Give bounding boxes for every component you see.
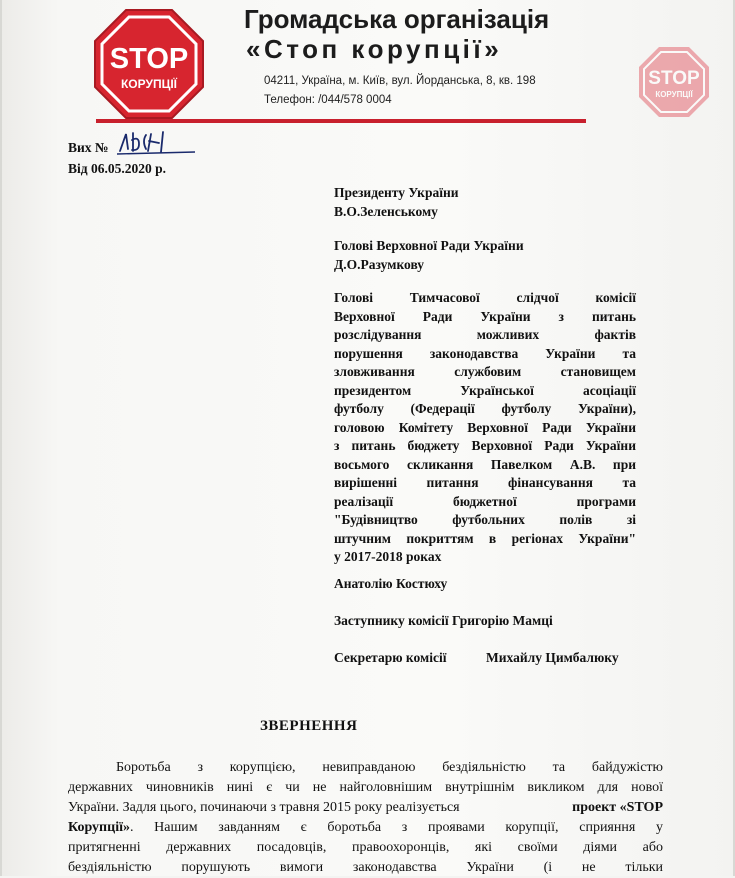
appeal-line: бездіяльністю порушують вимоги законодавства України (і не тільки [68,860,663,875]
logo-corruption-text: КОРУПЦІЇ [120,77,178,91]
org-phone: Телефон: /044/578 0004 [264,94,392,106]
stop-corruption-watermark-logo [637,45,711,119]
addressee-commission [334,289,636,567]
appeal-title: ЗВЕРНЕННЯ [260,718,358,734]
header-divider [96,119,586,123]
appeal-body [68,758,663,878]
commission-line: з питань бюджету Верховної Ради України [334,438,636,453]
watermark-stop-text: STOP [648,68,700,89]
page-edge-left [0,0,2,876]
commission-line: порушення законодавства України та [334,345,636,361]
logo-stop-text: STOP [109,43,189,75]
addressee-deputy: Заступнику комісії Григорію Мамці [334,613,553,628]
commission-line: вирішенні питання фінансування та [334,475,636,490]
appeal-line-text: . Нашим завданням є боротьба з проявами корупції, сприяння у [129,820,663,835]
commission-line: зловживання службовим становищем [334,364,636,379]
addressee-speaker-title: Голові Верховної Ради України [334,238,524,253]
commission-line: "Будівництво футбольних полів зі [334,512,636,527]
appeal-line: притягненні державних посадовців, правоохоронців, які своїми діями або [68,840,663,855]
addressee-president-title: Президенту України [334,185,459,200]
appeal-line: Боротьба з корупцією, невиправданою бездіяльністю та байдужістю [116,760,663,775]
commission-line: футболу (Федерації футболу України), [334,401,636,416]
appeal-line-text: України. Задля цього, починаючи з травня 2015 року реалізується [68,800,460,815]
addressee-president-name: В.О.Зеленському [334,203,438,219]
addressee-speaker [334,237,524,274]
org-name: Громадська організація [244,4,550,34]
appeal-line: державних чиновників нині є чи не найголовнішим внутрішнім викликом для нової [68,780,663,795]
addressee-secretary-name: Михайлу Цимбалюку [486,650,619,665]
commission-line: у 2017-2018 роках [334,549,442,564]
addressee-president [334,184,459,221]
commission-line: штучним покриттям в регіонах України" [334,530,636,546]
addressee-speaker-name: Д.О.Разумкову [334,256,425,272]
commission-line: Голові Тимчасової слідчої комісії [334,290,636,305]
commission-line: восьмого скликання Павелком А.В. при [334,456,636,472]
outgoing-number-label: Вих № [68,140,109,155]
appeal-line [68,818,663,838]
commission-line: головою Комітету Верховної Ради України [334,419,636,435]
stop-corruption-logo [93,8,205,120]
outgoing-date: Від 06.05.2020 р. [68,161,166,176]
appeal-project-name: проект «STOP [572,800,663,815]
commission-line: президентом Української асоціації [334,382,636,398]
addressee-secretary-title: Секретарю комісії [334,650,447,665]
org-name-quoted: «Стоп корупції» [246,34,503,64]
appeal-project-name-end: Корупції» [68,820,130,835]
commission-line: Верховної Ради України з питань [334,308,636,324]
addressee-kostiukh: Анатолію Костюху [334,576,448,591]
watermark-corruption-text: КОРУПЦІЇ [655,90,693,99]
commission-line: реалізації бюджетної програми [334,493,636,509]
commission-line: розслідування можливих фактів [334,327,636,342]
org-address: 04211, Україна, м. Київ, вул. Йорданська, 8, кв. 198 [264,75,536,87]
appeal-line [68,798,663,818]
